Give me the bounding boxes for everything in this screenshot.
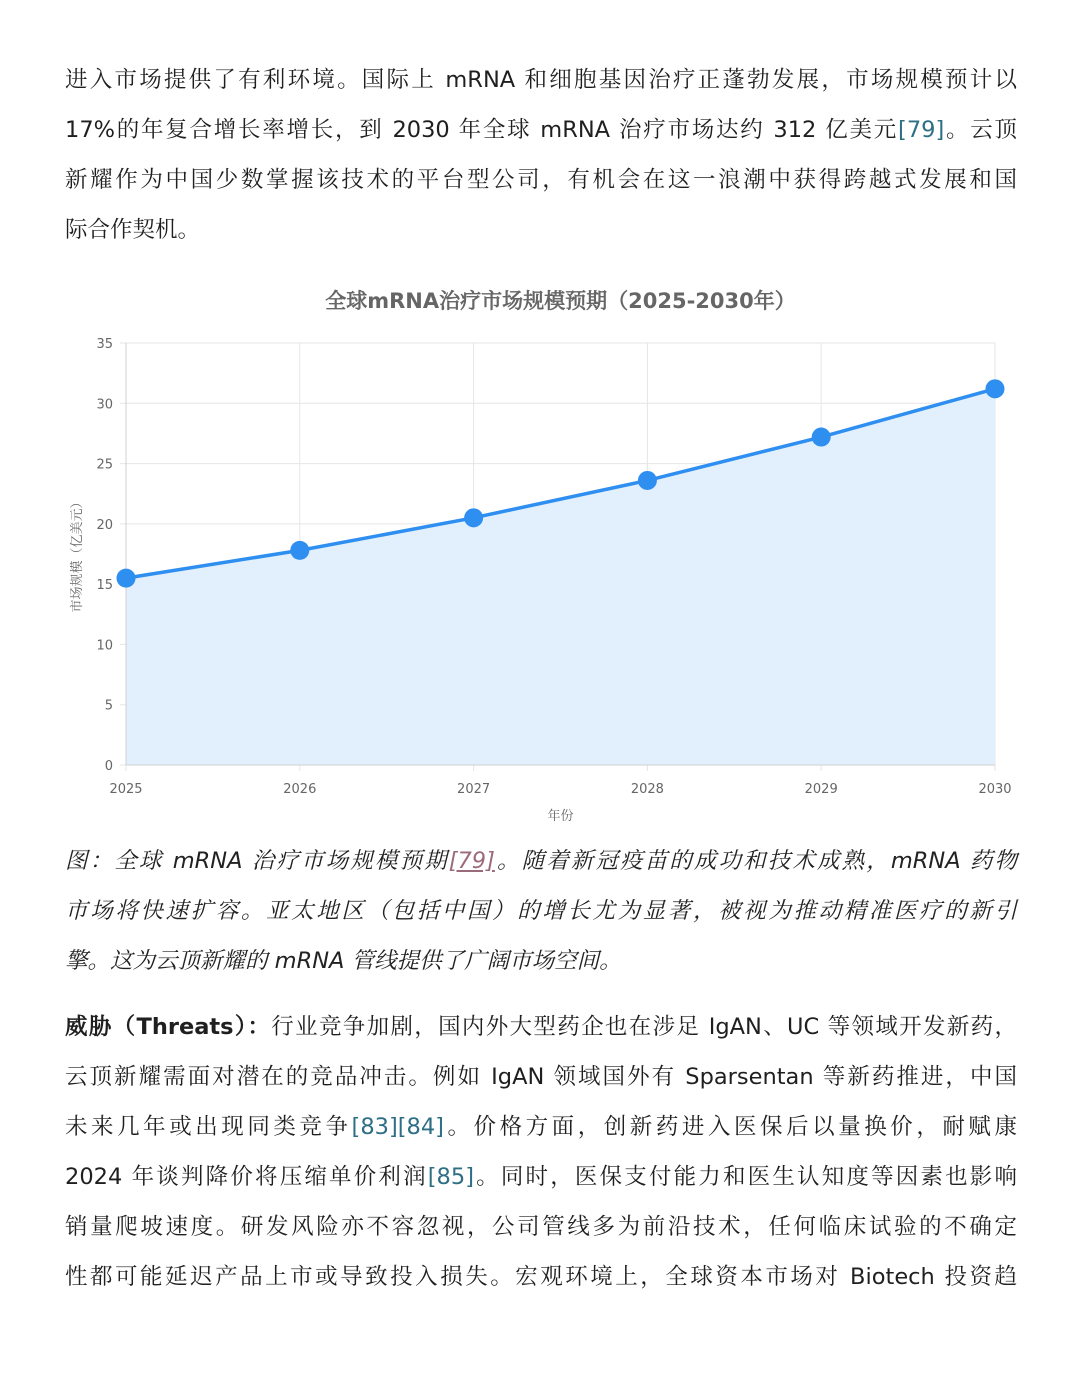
threats-line: 未来几年或出现同类竞争[83][84]。价格方面，创新药进入医保后以量换价，耐赋康: [65, 1114, 1017, 1140]
data-point: [812, 428, 831, 447]
data-point: [638, 471, 657, 490]
caption-line: 市场将快速扩容。亚太地区（包括中国）的增长尤为显著，被视为推动精准医疗的新引: [65, 898, 1017, 924]
citation-link[interactable]: [85]: [427, 1164, 474, 1190]
citation-link[interactable]: [83]: [351, 1114, 398, 1140]
threats-paragraph: [65, 1002, 1017, 1302]
y-axis-label: 市场规模（亿美元）: [70, 495, 85, 613]
y-tick-label: 5: [104, 698, 113, 714]
data-point: [464, 508, 483, 527]
threats-line: 性都可能延迟产品上市或导致投入损失。宏观环境上，全球资本市场对 Biotech 投资趋: [65, 1264, 1017, 1290]
figure-caption: [65, 836, 1017, 986]
series-area: [126, 389, 995, 765]
x-tick-label: 2025: [109, 782, 143, 797]
x-axis-label: 年份: [547, 809, 574, 824]
y-tick-label: 25: [96, 457, 113, 473]
y-tick-label: 15: [96, 578, 113, 594]
intro-line: 新耀作为中国少数掌握该技术的平台型公司，有机会在这一浪潮中获得跨越式发展和国: [65, 167, 1017, 193]
caption-line: 图：全球 mRNA 治疗市场规模预期[79]。随着新冠疫苗的成功和技术成熟，mRNA 药物: [65, 848, 1017, 874]
y-tick-label: 35: [96, 337, 113, 352]
threats-line: 云顶新耀需面对潜在的竞品冲击。例如 IgAN 领域国外有 Sparsentan 等新药推进，中国: [65, 1064, 1017, 1090]
threats-line: 销量爬坡速度。研发风险亦不容忽视，公司管线多为前沿技术，任何临床试验的不确定: [65, 1214, 1017, 1240]
chart-title: 全球mRNA治疗市场规模预期（2025-2030年）: [325, 289, 796, 313]
x-tick-label: 2028: [630, 782, 664, 797]
citation-link[interactable]: [79]: [448, 848, 495, 874]
data-point: [986, 379, 1005, 398]
citation-link[interactable]: [79]: [898, 117, 945, 143]
y-tick-label: 20: [96, 517, 113, 533]
x-tick-label: 2029: [804, 782, 838, 797]
data-point: [117, 569, 136, 588]
data-point: [290, 541, 309, 560]
intro-line: 进入市场提供了有利环境。国际上 mRNA 和细胞基因治疗正蓬勃发展，市场规模预计以: [65, 67, 1017, 93]
intro-paragraph: [65, 55, 1017, 255]
y-tick-label: 0: [104, 759, 113, 774]
market-size-chart: [55, 270, 1025, 840]
y-tick-label: 10: [96, 638, 113, 654]
y-tick-label: 30: [96, 397, 113, 413]
x-tick-label: 2027: [457, 782, 491, 797]
intro-line: 际合作契机。: [65, 217, 201, 243]
citation-link[interactable]: [84]: [397, 1114, 444, 1140]
threats-line: 2024 年谈判降价将压缩单价利润[85]。同时，医保支付能力和医生认知度等因素也影响: [65, 1164, 1017, 1190]
threats-line: 威胁（Threats）：行业竞争加剧，国内外大型药企也在涉足 IgAN、UC 等领域开发新药，: [65, 1014, 1017, 1040]
x-tick-label: 2026: [283, 782, 317, 797]
x-tick-label: 2030: [978, 782, 1012, 797]
threats-label: 威胁（Threats）：: [65, 1014, 272, 1040]
caption-line: 擎。这为云顶新耀的 mRNA 管线提供了广阔市场空间。: [65, 948, 622, 974]
intro-line: 17%的年复合增长率增长，到 2030 年全球 mRNA 治疗市场达约 312 亿美元[79]。云顶: [65, 117, 1017, 143]
